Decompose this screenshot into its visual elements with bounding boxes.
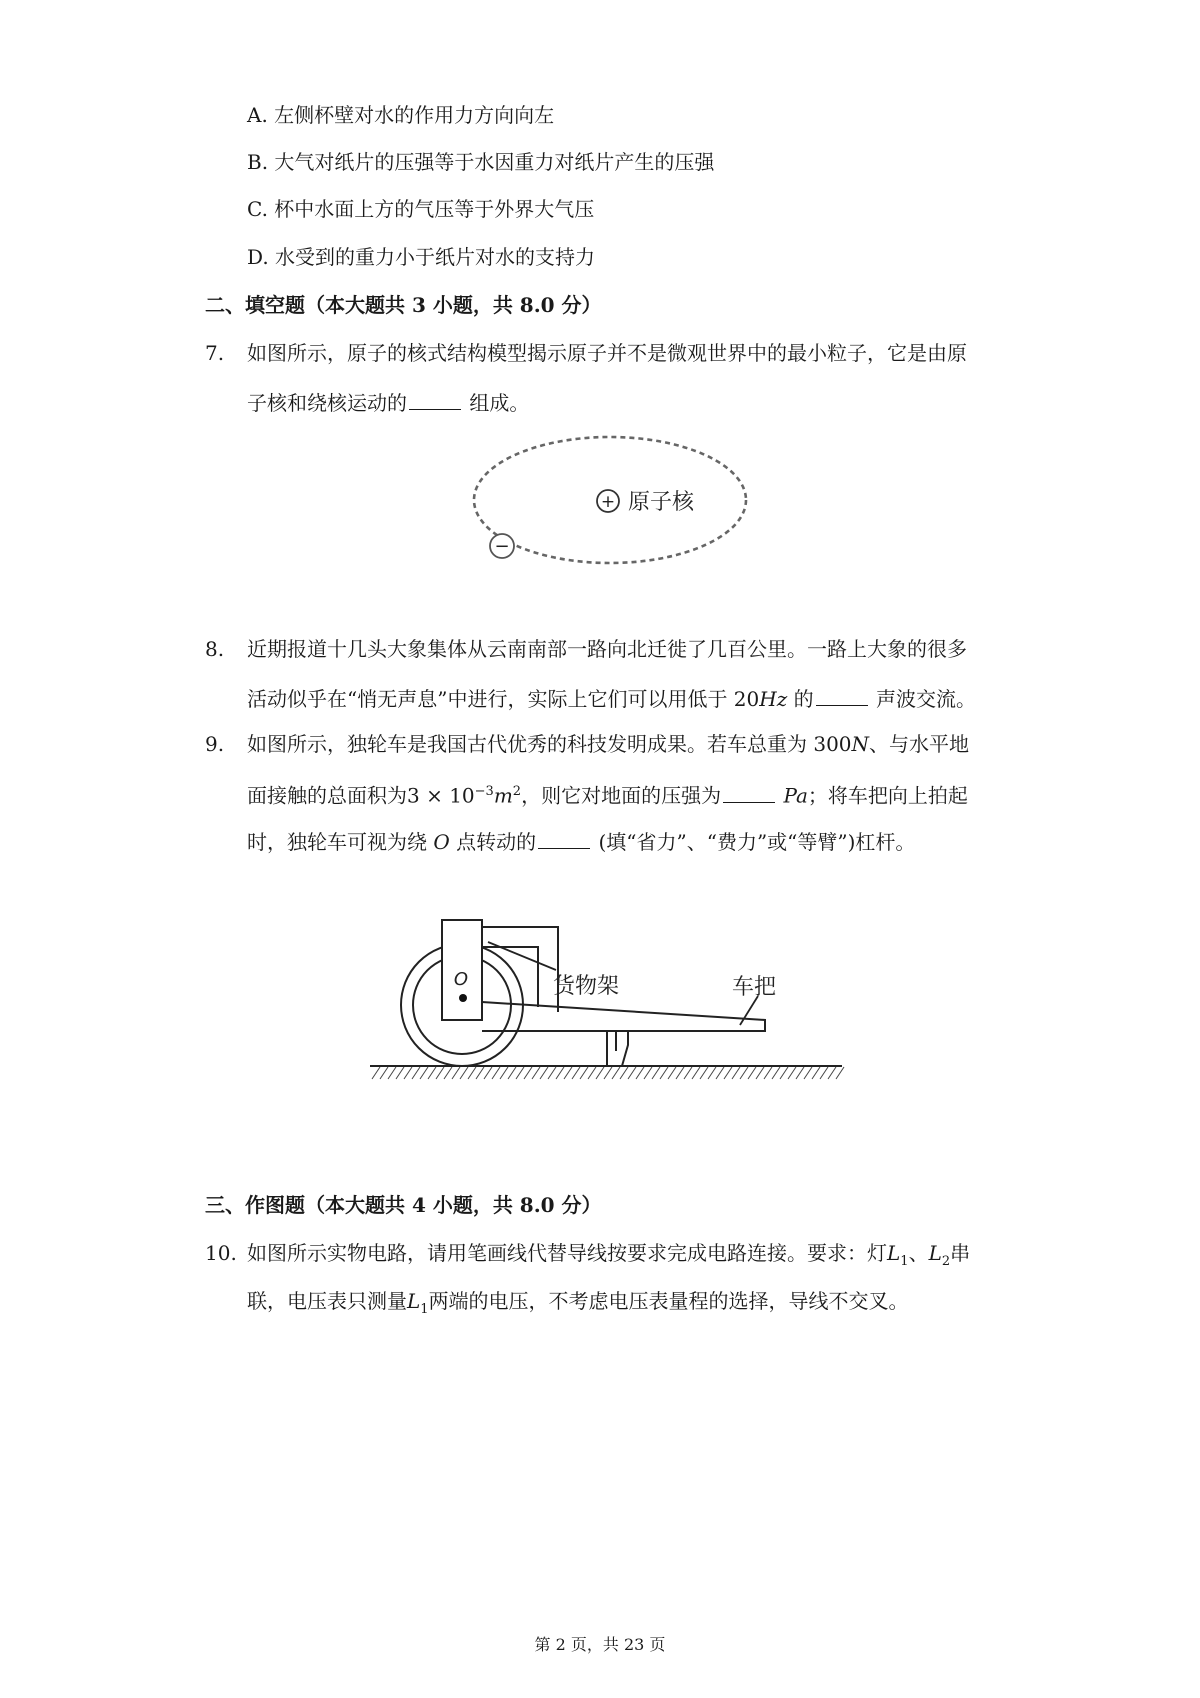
- question-number-8: 8.: [205, 637, 225, 661]
- ground-hatch: [372, 1067, 844, 1079]
- section-title-fill-blank: 二、填空题（本大题共 3 小题，共 8.0 分）: [205, 293, 602, 317]
- rack-label: 货物架: [553, 974, 620, 999]
- atom-model-figure: [460, 425, 760, 585]
- option-d: D. 水受到的重力小于纸片对水的支持力: [247, 245, 596, 269]
- support-leg: [607, 1031, 628, 1066]
- answer-blank-q9-pressure[interactable]: [723, 780, 775, 803]
- handle-pointer: [740, 996, 758, 1025]
- answer-blank-q7[interactable]: [409, 387, 461, 410]
- q7-line2: 子核和绕核运动的 组成。: [247, 387, 529, 417]
- answer-blank-q8[interactable]: [816, 683, 868, 706]
- nucleus-label: 原子核: [628, 490, 695, 515]
- q9-line2: 面接触的总面积为$3 \times 10^{-3}m^2$，则它对地面的压强为 Pa；将车把向上拍起: [247, 778, 968, 810]
- question-number-7: 7.: [205, 341, 225, 365]
- handle-label: 车把: [732, 975, 777, 1000]
- pivot-label: O: [453, 969, 469, 990]
- q8-line1: 近期报道十几头大象集体从云南南部一路向北迁徙了几百公里。一路上大象的很多: [247, 637, 967, 661]
- q9-line1: 如图所示，独轮车是我国古代优秀的科技发明成果。若车总重为 300N、与水平地: [247, 732, 970, 756]
- question-number-9: 9.: [205, 732, 225, 756]
- q10-line2: 联，电压表只测量$L_1$两端的电压，不考虑电压表量程的选择，导线不交叉。: [247, 1289, 909, 1317]
- option-c: C. 杯中水面上方的气压等于外界大气压: [247, 197, 595, 221]
- answer-blank-q9-lever[interactable]: [538, 826, 590, 849]
- wheelbarrow-figure: [360, 895, 850, 1095]
- cargo-rack: [482, 927, 558, 1012]
- question-number-10: 10.: [205, 1241, 237, 1265]
- nucleus-sign: +: [600, 492, 616, 512]
- q8-line2: 活动似乎在“悄无声息”中进行，实际上它们可以用低于 20Hz 的 声波交流。: [247, 683, 976, 713]
- handle-beam: [482, 1002, 765, 1031]
- q9-line3: 时，独轮车可视为绕 O 点转动的 (填“省力”、“费力”或“等臂”)杠杆。: [247, 826, 915, 856]
- page-footer: 第 2 页，共 23 页: [534, 1635, 666, 1654]
- option-b: B. 大气对纸片的压强等于水因重力对纸片产生的压强: [247, 150, 715, 174]
- option-a: A. 左侧杯壁对水的作用力方向向左: [247, 103, 555, 127]
- pivot-point: [459, 994, 467, 1002]
- q7-line1: 如图所示，原子的核式结构模型揭示原子并不是微观世界中的最小粒子，它是由原: [247, 341, 967, 365]
- electron-sign: −: [494, 536, 510, 557]
- q10-line1: 如图所示实物电路，请用笔画线代替导线按要求完成电路连接。要求：灯$L_1$、$L_2$串: [247, 1241, 971, 1269]
- section-title-drawing: 三、作图题（本大题共 4 小题，共 8.0 分）: [205, 1193, 602, 1217]
